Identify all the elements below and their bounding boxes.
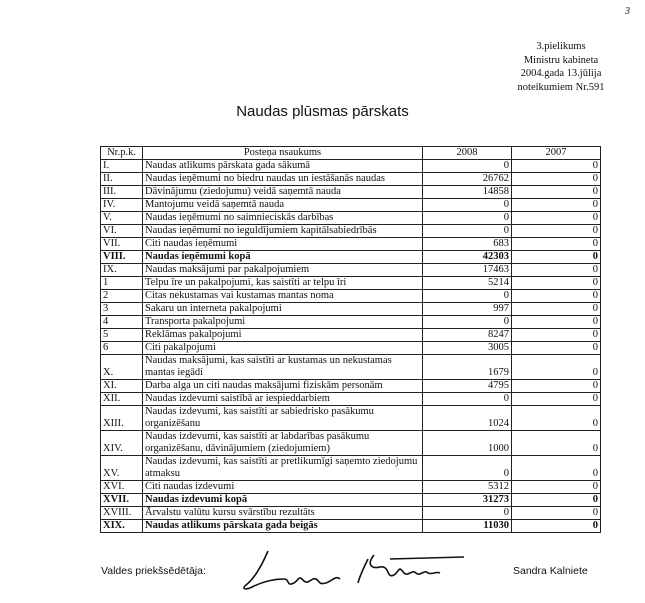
row-number: VII. xyxy=(101,238,143,251)
table-row xyxy=(101,393,601,406)
row-number: XIX. xyxy=(101,520,143,533)
row-item-name: Telpu īre un pakalpojumi, kas saistīti ar telpu īri xyxy=(143,277,423,290)
row-item-name: Naudas izdevumi, kas saistīti ar labdarības pasākumu organizēšanu, dāvinājumiem (ziedojumiem) xyxy=(143,431,423,456)
row-value-2007: 0 xyxy=(512,173,601,186)
row-item-name: Naudas ieņēmumi no saimnieciskās darbības xyxy=(143,212,423,225)
handwritten-signature xyxy=(240,545,470,593)
table-row xyxy=(101,277,601,290)
row-number: X. xyxy=(101,355,143,380)
row-item-name: Naudas ieņēmumi no ieguldījumiem kapitālsabiedrībās xyxy=(143,225,423,238)
row-value-2007: 0 xyxy=(512,212,601,225)
row-number: XVI. xyxy=(101,481,143,494)
table-row xyxy=(101,173,601,186)
row-value-2007: 0 xyxy=(512,431,601,456)
row-value-2008: 5214 xyxy=(423,277,512,290)
row-value-2007: 0 xyxy=(512,225,601,238)
row-value-2007: 0 xyxy=(512,456,601,481)
table-row xyxy=(101,316,601,329)
row-number: III. xyxy=(101,186,143,199)
row-number: VI. xyxy=(101,225,143,238)
table-row xyxy=(101,264,601,277)
table-row xyxy=(101,186,601,199)
page-number: 3 xyxy=(625,6,630,17)
table-row xyxy=(101,329,601,342)
row-number: 2 xyxy=(101,290,143,303)
row-value-2008: 5312 xyxy=(423,481,512,494)
row-value-2007: 0 xyxy=(512,520,601,533)
row-value-2008: 0 xyxy=(423,225,512,238)
row-value-2008: 997 xyxy=(423,303,512,316)
row-value-2007: 0 xyxy=(512,393,601,406)
row-item-name: Citi pakalpojumi xyxy=(143,342,423,355)
row-item-name: Mantojumu veidā saņemtā nauda xyxy=(143,199,423,212)
row-value-2008: 0 xyxy=(423,212,512,225)
row-value-2007: 0 xyxy=(512,160,601,173)
row-value-2007: 0 xyxy=(512,303,601,316)
row-value-2008: 26762 xyxy=(423,173,512,186)
table-row xyxy=(101,290,601,303)
row-number: IV. xyxy=(101,199,143,212)
row-value-2008: 3005 xyxy=(423,342,512,355)
row-item-name: Naudas maksājumi par pakalpojumiem xyxy=(143,264,423,277)
row-number: 4 xyxy=(101,316,143,329)
row-value-2007: 0 xyxy=(512,186,601,199)
row-value-2008: 0 xyxy=(423,456,512,481)
row-value-2007: 0 xyxy=(512,481,601,494)
row-value-2007: 0 xyxy=(512,380,601,393)
reference-line-2: Ministru kabineta xyxy=(523,54,599,66)
row-number: II. xyxy=(101,173,143,186)
table-row xyxy=(101,251,601,264)
table-row xyxy=(101,456,601,481)
row-item-name: Reklāmas pakalpojumi xyxy=(143,329,423,342)
row-value-2008: 683 xyxy=(423,238,512,251)
row-item-name: Citi naudas izdevumi xyxy=(143,481,423,494)
row-item-name: Naudas maksājumi, kas saistīti ar kustamas un nekustamas mantas iegādi xyxy=(143,355,423,380)
regulation-reference xyxy=(486,40,636,94)
table-row xyxy=(101,520,601,533)
row-value-2008: 0 xyxy=(423,199,512,212)
row-number: 5 xyxy=(101,329,143,342)
row-item-name: Naudas atlikums pārskata gada sākumā xyxy=(143,160,423,173)
row-value-2007: 0 xyxy=(512,507,601,520)
column-header-item: Posteņa nsaukums xyxy=(143,147,423,160)
cash-flow-table xyxy=(100,146,601,533)
row-value-2007: 0 xyxy=(512,406,601,431)
reference-line-3: 2004.gada 13.jūlija xyxy=(520,68,602,79)
row-value-2007: 0 xyxy=(512,264,601,277)
signatory-name: Sandra Kalniete xyxy=(513,565,588,577)
row-number: XI. xyxy=(101,380,143,393)
row-value-2007: 0 xyxy=(512,329,601,342)
table-row xyxy=(101,342,601,355)
table-row xyxy=(101,355,601,380)
table-row xyxy=(101,225,601,238)
row-number: 3 xyxy=(101,303,143,316)
row-item-name: Dāvinājumu (ziedojumu) veidā saņemtā nauda xyxy=(143,186,423,199)
row-value-2008: 14858 xyxy=(423,186,512,199)
row-value-2008: 0 xyxy=(423,290,512,303)
table-row xyxy=(101,160,601,173)
row-value-2008: 17463 xyxy=(423,264,512,277)
column-header-number: Nr.p.k. xyxy=(101,147,143,160)
row-item-name: Ārvalstu valūtu kursu svārstību rezultāts xyxy=(143,507,423,520)
column-header-2008: 2008 xyxy=(423,147,512,160)
row-item-name: Naudas izdevumi, kas saistīti ar sabiedrisko pasākumu organizēšanu xyxy=(143,406,423,431)
row-item-name: Naudas izdevumi saistībā ar iespieddarbiem xyxy=(143,393,423,406)
row-value-2007: 0 xyxy=(512,277,601,290)
row-value-2008: 31273 xyxy=(423,494,512,507)
row-item-name: Naudas izdevumi, kas saistīti ar pretlikumīgi saņemto ziedojumu atmaksu xyxy=(143,456,423,481)
table-row xyxy=(101,507,601,520)
row-value-2007: 0 xyxy=(512,251,601,264)
row-value-2007: 0 xyxy=(512,342,601,355)
table-body xyxy=(101,160,601,533)
row-item-name: Naudas ieņēmumi no biedru naudas un iestāšanās naudas xyxy=(143,173,423,186)
row-value-2008: 42303 xyxy=(423,251,512,264)
reference-line-1: 3.pielikums xyxy=(536,41,586,52)
table-row xyxy=(101,212,601,225)
row-number: XIII. xyxy=(101,406,143,431)
document-title: Naudas plūsmas pārskats xyxy=(236,103,409,120)
row-item-name: Sakaru un interneta pakalpojumi xyxy=(143,303,423,316)
table-row xyxy=(101,481,601,494)
column-header-2007: 2007 xyxy=(512,147,601,160)
row-number: VIII. xyxy=(101,251,143,264)
table-row xyxy=(101,431,601,456)
row-number: XII. xyxy=(101,393,143,406)
row-number: XVII. xyxy=(101,494,143,507)
table-header-row xyxy=(101,147,601,160)
row-value-2008: 0 xyxy=(423,160,512,173)
row-number: 1 xyxy=(101,277,143,290)
table-row xyxy=(101,199,601,212)
row-value-2007: 0 xyxy=(512,355,601,380)
row-value-2007: 0 xyxy=(512,199,601,212)
row-value-2008: 4795 xyxy=(423,380,512,393)
row-value-2008: 0 xyxy=(423,316,512,329)
signature-label: Valdes priekšsēdētāja: xyxy=(101,565,206,577)
row-item-name: Naudas ieņēmumi kopā xyxy=(143,251,423,264)
row-number: XVIII. xyxy=(101,507,143,520)
row-value-2007: 0 xyxy=(512,494,601,507)
row-value-2007: 0 xyxy=(512,316,601,329)
row-value-2008: 11030 xyxy=(423,520,512,533)
row-item-name: Darba alga un citi naudas maksājumi fiziskām personām xyxy=(143,380,423,393)
table-row xyxy=(101,406,601,431)
row-value-2008: 1000 xyxy=(423,431,512,456)
row-value-2008: 0 xyxy=(423,393,512,406)
row-number: 6 xyxy=(101,342,143,355)
row-item-name: Citi naudas ieņēmumi xyxy=(143,238,423,251)
row-value-2008: 8247 xyxy=(423,329,512,342)
row-number: XV. xyxy=(101,456,143,481)
row-value-2008: 0 xyxy=(423,507,512,520)
row-value-2007: 0 xyxy=(512,290,601,303)
table-row xyxy=(101,303,601,316)
row-number: XIV. xyxy=(101,431,143,456)
row-value-2007: 0 xyxy=(512,238,601,251)
row-value-2008: 1024 xyxy=(423,406,512,431)
row-number: I. xyxy=(101,160,143,173)
row-item-name: Citas nekustamas vai kustamas mantas noma xyxy=(143,290,423,303)
reference-line-4: noteikumiem Nr.591 xyxy=(517,81,605,93)
row-item-name: Transporta pakalpojumi xyxy=(143,316,423,329)
row-item-name: Naudas atlikums pārskata gada beigās xyxy=(143,520,423,533)
row-value-2008: 1679 xyxy=(423,355,512,380)
row-number: IX. xyxy=(101,264,143,277)
row-item-name: Naudas izdevumi kopā xyxy=(143,494,423,507)
row-number: V. xyxy=(101,212,143,225)
table-row xyxy=(101,380,601,393)
table-row xyxy=(101,494,601,507)
table-row xyxy=(101,238,601,251)
